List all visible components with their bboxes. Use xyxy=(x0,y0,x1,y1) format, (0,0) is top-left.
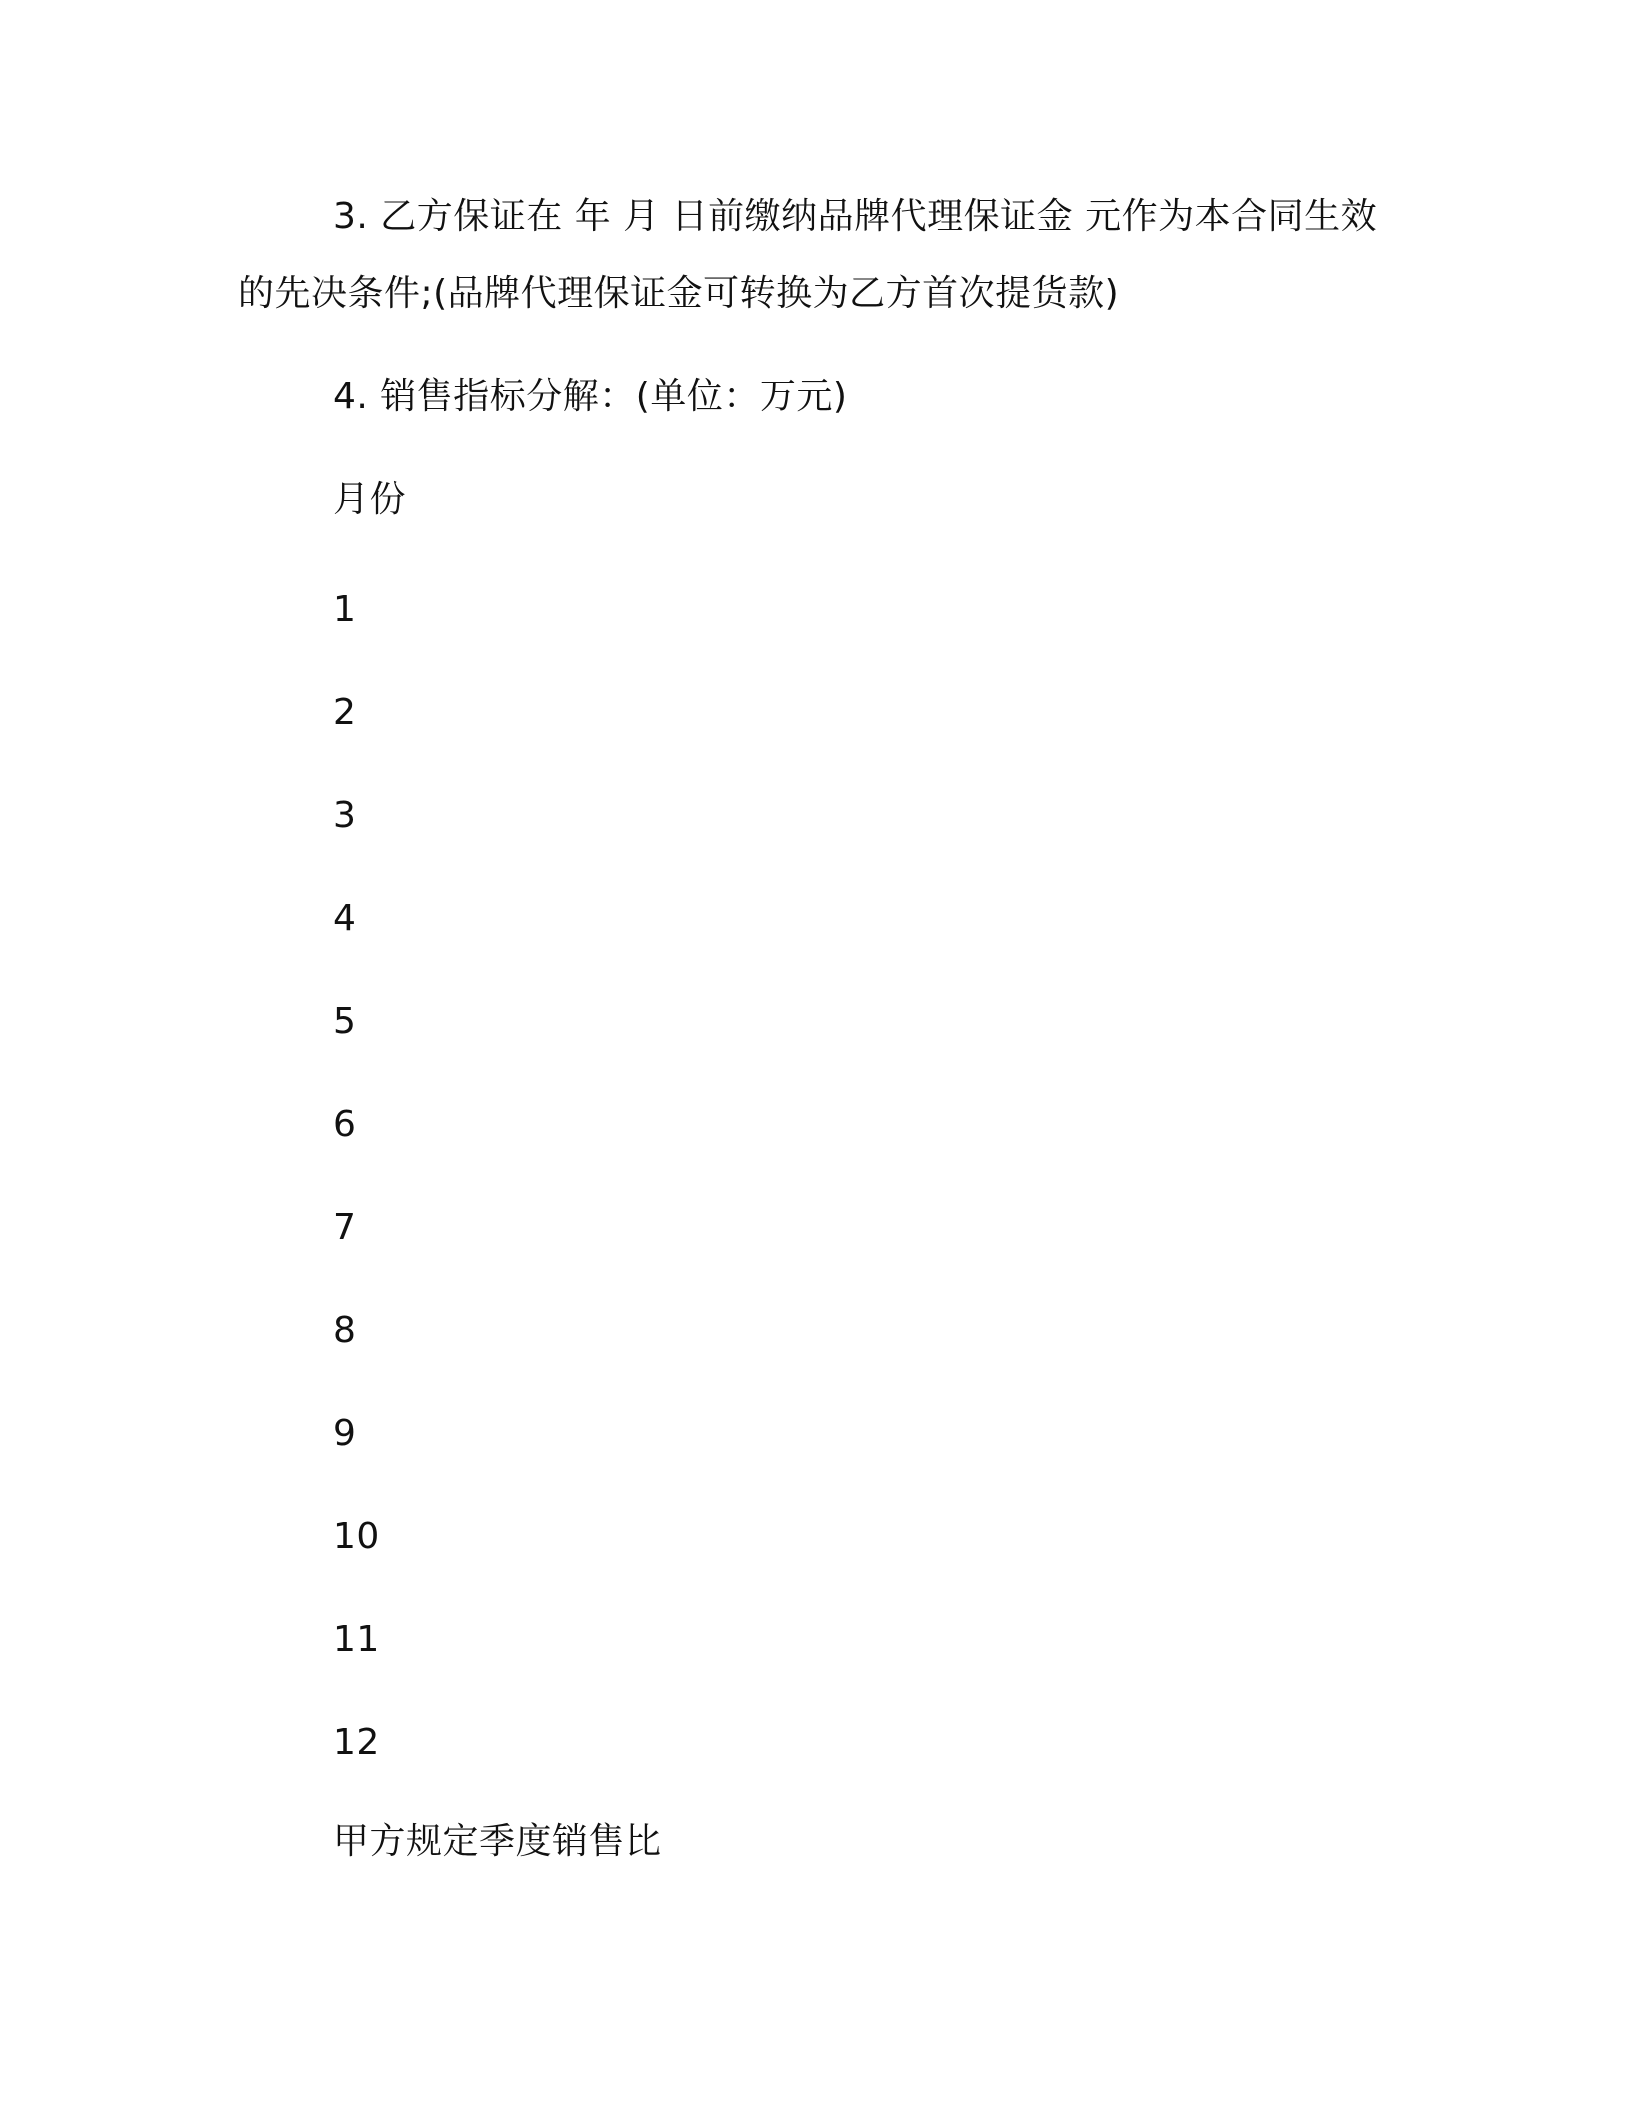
clause-3-line-1: 3. 乙方保证在 年 月 日前缴纳品牌代理保证金 元作为本合同生效 xyxy=(333,196,1378,237)
table-header-month: 月份 xyxy=(333,479,407,520)
month-row: 10 xyxy=(333,1516,380,1557)
month-row: 8 xyxy=(333,1310,357,1351)
month-row: 1 xyxy=(333,589,357,630)
quarterly-sales-ratio-label: 甲方规定季度销售比 xyxy=(333,1821,662,1862)
month-row: 9 xyxy=(333,1413,357,1454)
clause-4-heading: 4. 销售指标分解：(单位：万元) xyxy=(333,376,848,417)
month-row: 11 xyxy=(333,1619,380,1660)
month-row: 12 xyxy=(333,1722,380,1763)
month-row: 6 xyxy=(333,1104,357,1145)
month-row: 2 xyxy=(333,692,357,733)
clause-3-line-2: 的先决条件;(品牌代理保证金可转换为乙方首次提货款) xyxy=(238,273,1120,314)
month-row: 7 xyxy=(333,1207,357,1248)
month-row: 3 xyxy=(333,795,357,836)
month-row: 5 xyxy=(333,1001,357,1042)
month-row: 4 xyxy=(333,898,357,939)
